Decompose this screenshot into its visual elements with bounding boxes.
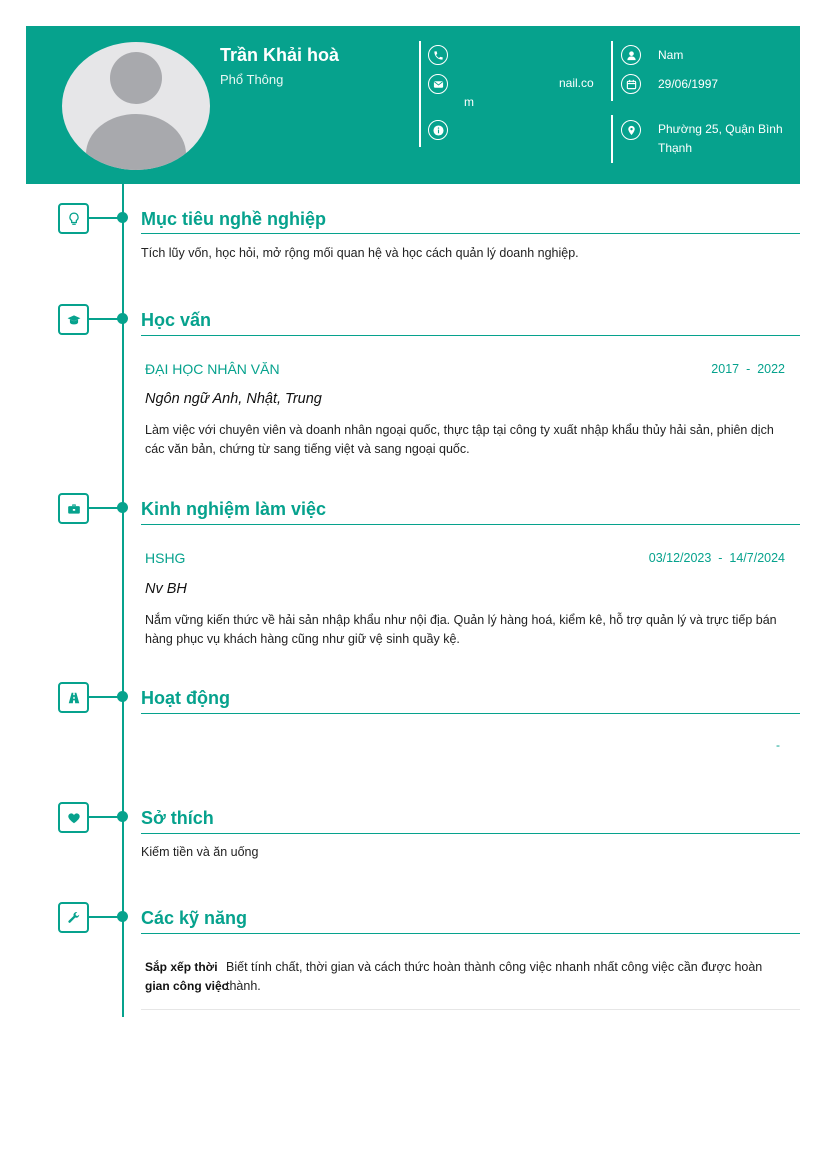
experience-start: 03/12/2023: [648, 551, 712, 565]
timeline-line: [122, 184, 124, 1017]
experience-dates: [649, 551, 785, 565]
contact-divider-right-bottom: [611, 115, 613, 163]
hobbies-underline: [141, 833, 800, 834]
skills-underline: [141, 933, 800, 934]
objective-title: Mục tiêu nghề nghiệp: [141, 209, 326, 229]
activities-date-dash: -: [776, 738, 780, 752]
activities-underline: [141, 713, 800, 714]
calendar-icon: [621, 74, 641, 94]
cv-header: [26, 26, 800, 184]
education-date-sep: -: [746, 362, 751, 376]
education-underline: [141, 335, 800, 336]
briefcase-icon: [58, 493, 89, 524]
experience-dot: [117, 502, 128, 513]
education-dot: [117, 313, 128, 324]
avatar-head: [110, 52, 162, 104]
info-icon: [428, 120, 448, 140]
wrench-icon: [58, 902, 89, 933]
email-fragment: nail.co: [559, 76, 594, 90]
activities-title: Hoạt động: [141, 688, 230, 708]
education-end: 2022: [757, 362, 785, 376]
lightbulb-icon: [58, 203, 89, 234]
experience-desc: Nắm vững kiến thức về hải sản nhập khẩu như nội địa. Quản lý hàng hoá, kiểm kê, hỗ trợ quản lý và trực tiếp bán hàng phục vụ khách hàng cũng như giữ vệ sinh quầy kệ.: [145, 613, 777, 646]
objective-dot: [117, 212, 128, 223]
experience-position: Nv BH: [145, 581, 187, 597]
birthdate-value: 29/06/1997: [658, 77, 719, 91]
skill-name: Sắp xếp thời gian công việc: [145, 960, 229, 993]
hobbies-text: Kiếm tiền và ăn uống: [141, 845, 259, 859]
school-name: ĐẠI HỌC NHÂN VĂN: [145, 361, 280, 377]
contact-divider-right-top: [611, 41, 613, 101]
user-icon: [621, 45, 641, 65]
experience-underline: [141, 524, 800, 525]
company-name: HSHG: [145, 550, 186, 566]
skill-desc: Biết tính chất, thời gian và cách thức hoàn thành công việc nhanh nhất công việc cần được hoàn thành.: [226, 960, 763, 993]
experience-date-sep: -: [718, 551, 723, 565]
phone-icon: [428, 45, 448, 65]
activities-dot: [117, 691, 128, 702]
contact-divider-left: [419, 41, 421, 147]
map-pin-icon: [621, 120, 641, 140]
objective-underline: [141, 233, 800, 234]
candidate-name: Trần Khải hoà: [220, 45, 340, 65]
experience-title: Kinh nghiệm làm việc: [141, 499, 327, 519]
mail-icon: [428, 74, 448, 94]
education-dates: [711, 362, 785, 376]
avatar-body: [86, 114, 186, 170]
heart-icon: [58, 802, 89, 833]
objective-text: Tích lũy vốn, học hỏi, mở rộng mối quan hệ và học cách quản lý doanh nghiệp.: [141, 246, 579, 260]
road-icon: [58, 682, 89, 713]
address-value: Phường 25, Quận Bình Thạnh: [658, 122, 783, 155]
experience-end: 14/7/2024: [729, 551, 785, 565]
candidate-subtitle: Phổ Thông: [220, 72, 284, 87]
email-wrap: m: [464, 95, 474, 109]
skills-title: Các kỹ năng: [141, 908, 248, 928]
hobbies-title: Sở thích: [141, 808, 214, 828]
avatar: [62, 42, 210, 170]
skills-dot: [117, 911, 128, 922]
hobbies-dot: [117, 811, 128, 822]
education-major: Ngôn ngữ Anh, Nhật, Trung: [145, 391, 322, 407]
graduation-cap-icon: [58, 304, 89, 335]
gender-value: Nam: [658, 48, 684, 62]
education-desc: Làm việc với chuyên viên và doanh nhân ngoại quốc, thực tập tại công ty xuất nhập khẩu thủy hải sản, phiên dịch các văn bản, chứng từ sang tiếng việt và sang ngoại quốc.: [145, 423, 774, 456]
skill-divider: [141, 1009, 800, 1010]
education-title: Học vấn: [141, 310, 212, 330]
education-start: 2017: [711, 362, 740, 376]
